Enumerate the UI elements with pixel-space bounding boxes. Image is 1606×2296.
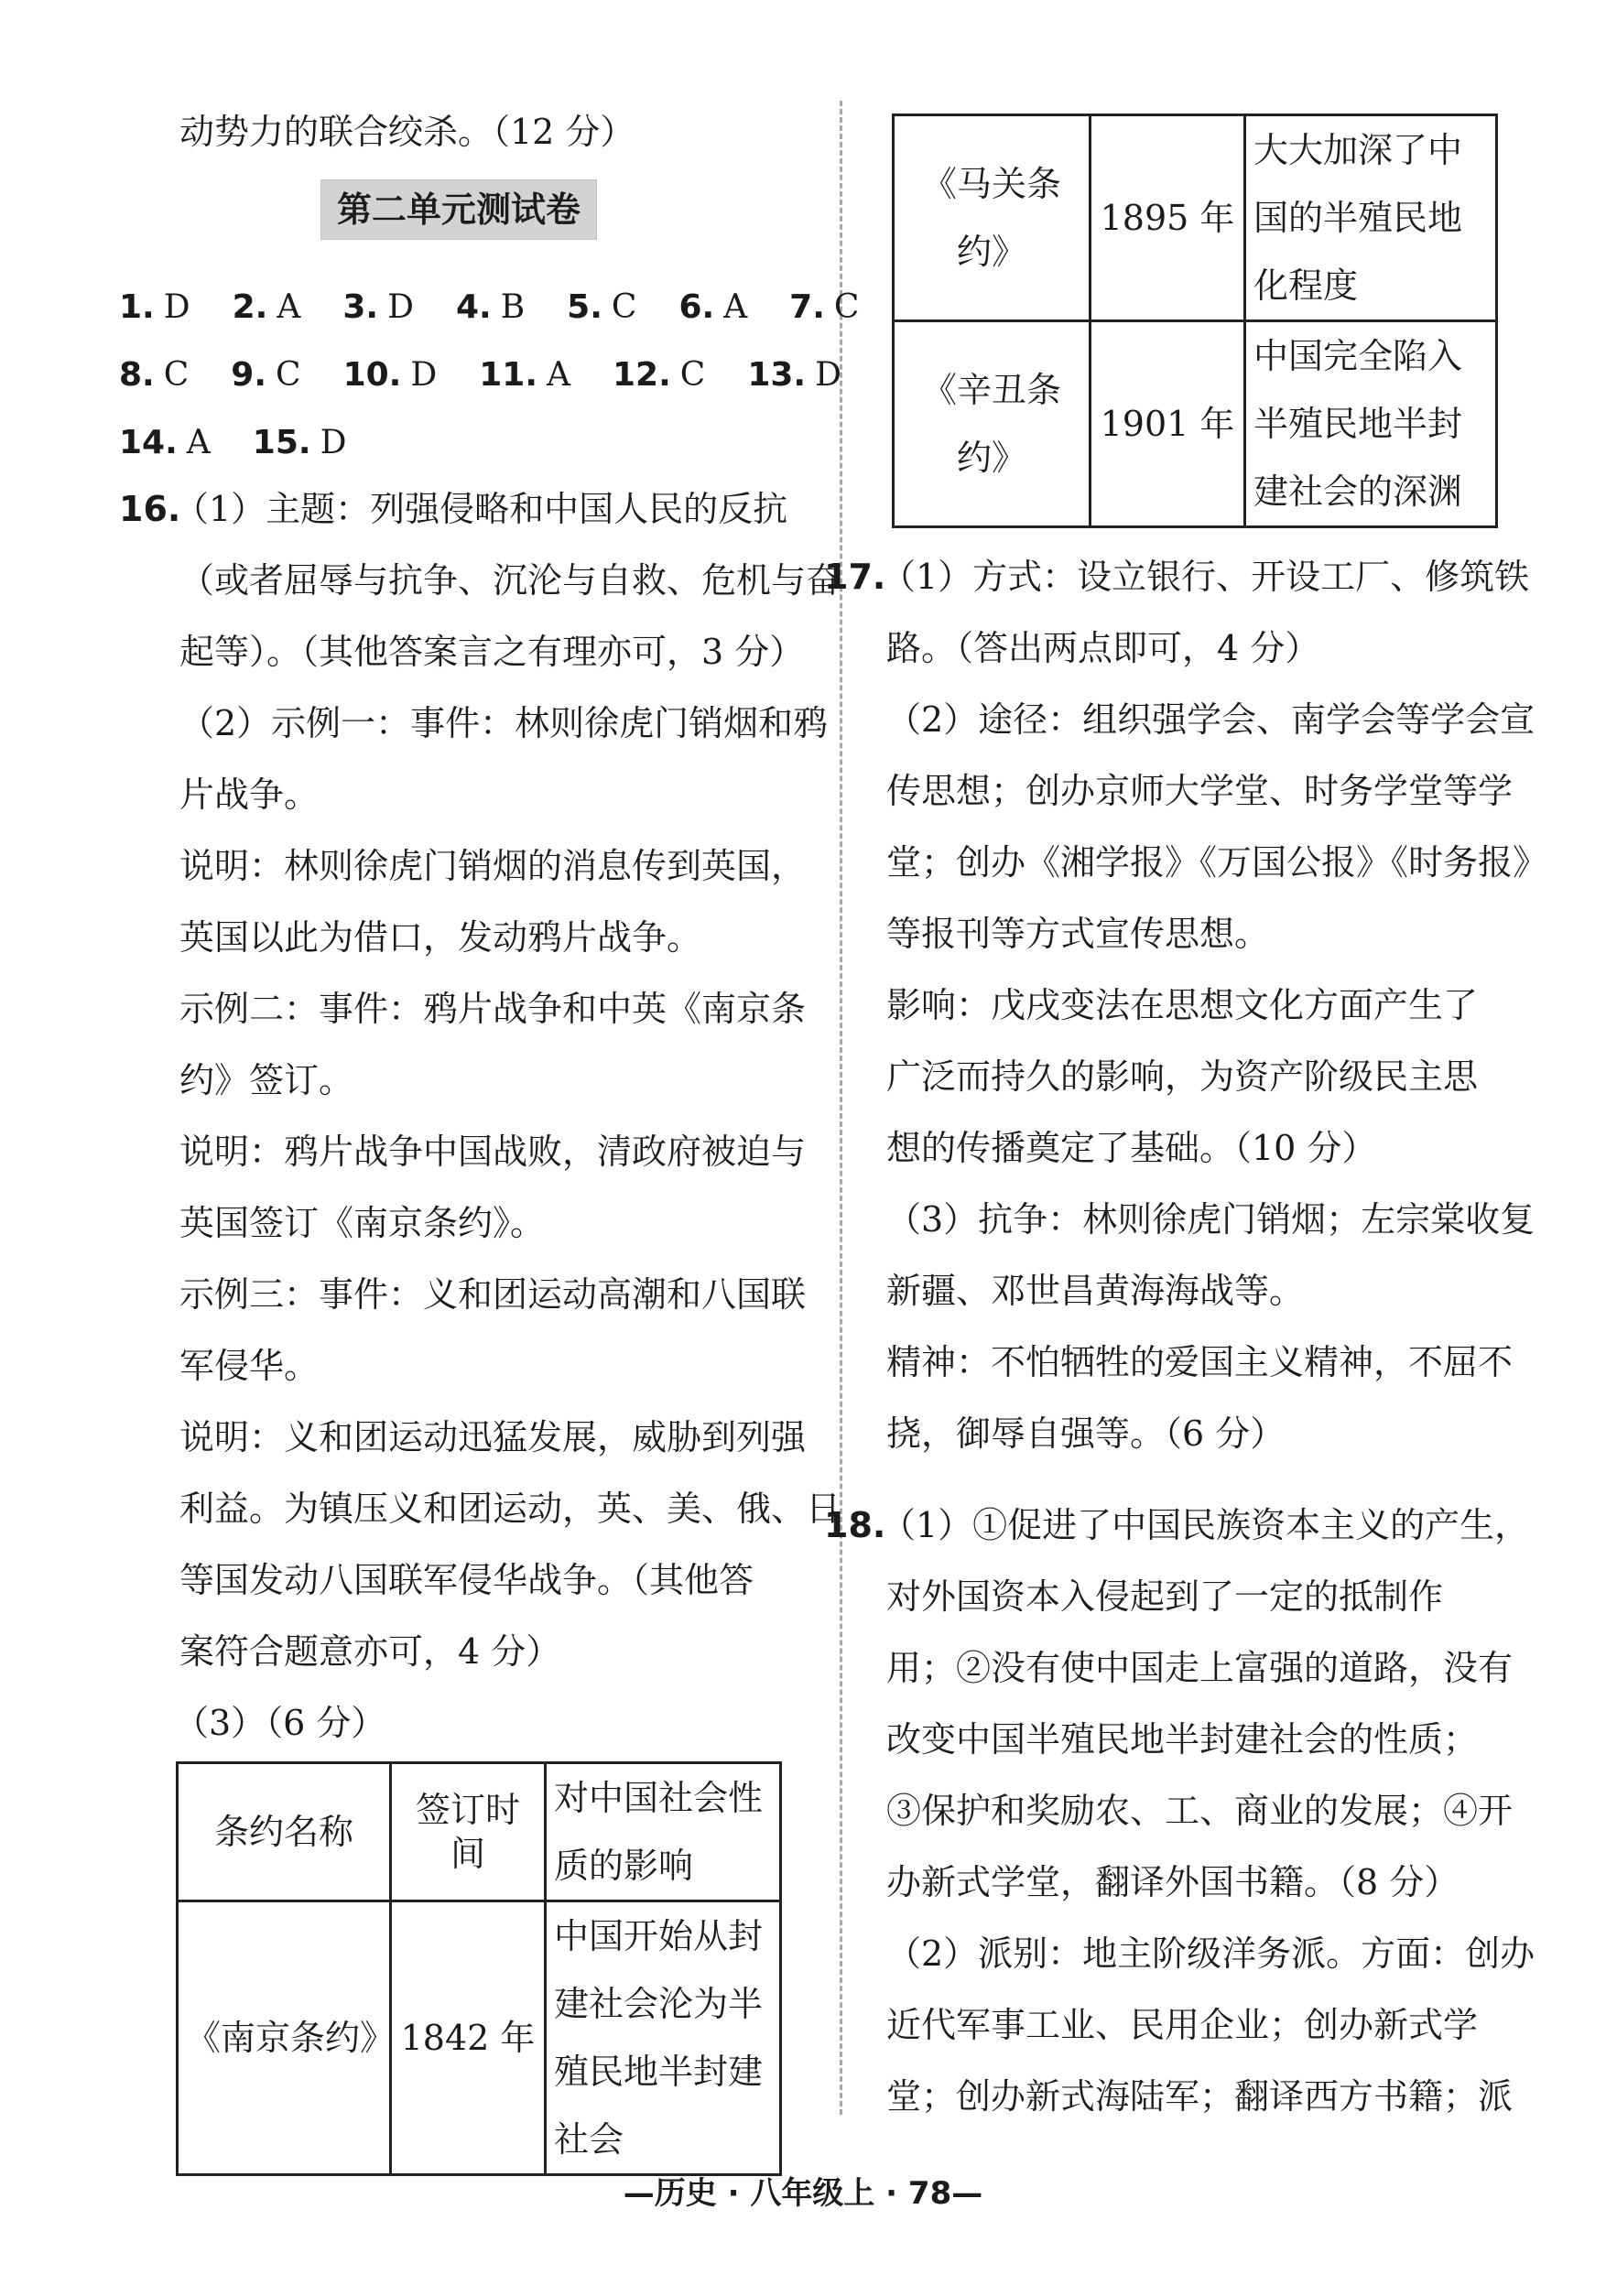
- q18-line: （2）派别：地主阶级洋务派。方面：创办: [886, 1933, 1535, 1974]
- answer-item: 12. C: [613, 356, 706, 394]
- q16-line: 说明：义和团运动迅猛发展，威胁到列强: [179, 1417, 807, 1457]
- treaty-year: 1842 年: [391, 1901, 546, 2175]
- table-header-cell: 条约名称: [178, 1763, 391, 1901]
- q18-line: 办新式学堂，翻译外国书籍。（8 分）: [886, 1862, 1460, 1902]
- treaty-year: 1895 年: [1091, 115, 1245, 321]
- q17-line: 堂；创办《湘学报》《万国公报》《时务报》: [886, 842, 1548, 883]
- q18-line: ③保护和奖励农、工、商业的发展；④开: [886, 1791, 1514, 1831]
- q16-line: 说明：林则徐虎门销烟的消息传到英国，: [179, 846, 807, 886]
- q16-line: 军侵华。: [179, 1346, 320, 1386]
- answer-item: 14. A: [119, 424, 211, 461]
- q18-line: （1）①促进了中国民族资本主义的产生，: [881, 1505, 1530, 1545]
- q17-line: 广泛而持久的影响，为资产阶级民主思: [886, 1056, 1479, 1097]
- q16-line: 示例二：事件：鸦片战争和中英《南京条: [179, 989, 807, 1029]
- answer-item: 3. D: [342, 288, 414, 326]
- column-divider: [840, 101, 842, 2115]
- q18-number: 18.: [824, 1505, 886, 1545]
- answers-row-1: [119, 284, 901, 331]
- answer-item: 10. D: [342, 356, 438, 394]
- treaty-name: 《马关条约》: [894, 115, 1091, 321]
- treaty-name: 《南京条约》: [178, 1901, 391, 2175]
- answer-item: 6. A: [678, 288, 748, 326]
- answer-item: 4. B: [455, 288, 526, 326]
- impact-line: 化程度: [1253, 265, 1359, 306]
- table-header-cell: [546, 1763, 781, 1901]
- q17-line: 传思想；创办京师大学堂、时务学堂等学: [886, 771, 1514, 811]
- q18-line: 近代军事工业、民用企业；创办新式学: [886, 2005, 1479, 2045]
- answers-row-2: [119, 352, 884, 399]
- answer-item: 13. D: [747, 356, 841, 394]
- impact-line: 中国完全陷入: [1253, 336, 1463, 376]
- treaty-name: 《辛丑条约》: [894, 321, 1091, 527]
- q16-line: 片战争。: [179, 774, 320, 815]
- treaty-table-left: [176, 1761, 782, 2176]
- answer-item: 5. C: [567, 288, 637, 326]
- q17-line: （2）途径：组织强学会、南学会等学会宣: [886, 699, 1535, 740]
- answer-item: 7. C: [789, 288, 860, 326]
- q18-line: 用；②没有使中国走上富强的道路，没有: [886, 1648, 1514, 1688]
- answer-item: 9. C: [231, 356, 301, 394]
- answer-item: 15. D: [252, 424, 347, 461]
- q17-line: （1）方式：设立银行、开设工厂、修筑铁: [881, 557, 1530, 597]
- header-line: 质的影响: [554, 1846, 694, 1886]
- q17-line: （3）抗争：林则徐虎门销烟；左宗棠收复: [886, 1199, 1535, 1240]
- treaty-impact: [1245, 115, 1497, 321]
- q16-line: 案符合题意亦可，4 分）: [179, 1631, 561, 1672]
- q16-line: （3）（6 分）: [174, 1703, 386, 1743]
- answers-row-3: [119, 419, 388, 467]
- q17-line: 等报刊等方式宣传思想。: [886, 914, 1270, 954]
- answer-item: 2. A: [232, 288, 301, 326]
- top-line: 动势力的联合绞杀。（12 分）: [179, 112, 635, 152]
- treaty-table-right: [892, 114, 1498, 528]
- header-line: 对中国社会性: [554, 1778, 764, 1818]
- treaty-impact: [546, 1901, 781, 2175]
- table-header-cell: 签订时间: [391, 1763, 546, 1901]
- q16-line: 英国签订《南京条约》。: [179, 1203, 546, 1243]
- q16-line: 利益。为镇压义和团运动，英、美、俄、日: [179, 1489, 841, 1529]
- q16-line: 起等）。（其他答案言之有理亦可，3 分）: [179, 632, 805, 672]
- table-row: [178, 1901, 781, 2175]
- q17-line: 精神：不怕牺牲的爱国主义精神，不屈不: [886, 1342, 1514, 1382]
- q17-line: 路。（答出两点即可，4 分）: [886, 628, 1320, 668]
- impact-line: 国的半殖民地: [1253, 198, 1463, 238]
- q17-line: 影响：戊戌变法在思想文化方面产生了: [886, 985, 1479, 1025]
- impact-line: 社会: [554, 2119, 624, 2160]
- answer-item: 1. D: [119, 288, 190, 326]
- q16-line: （2）示例一：事件：林则徐虎门销烟和鸦: [179, 703, 829, 743]
- impact-line: 大大加深了中: [1253, 130, 1463, 170]
- q16-line: （或者屈辱与抗争、沉沦与自救、危机与奋: [179, 560, 841, 601]
- q16-line: （1）主题：列强侵略和中国人民的反抗: [174, 489, 788, 529]
- q16-line: 英国以此为借口，发动鸦片战争。: [179, 917, 702, 958]
- impact-line: 中国开始从封: [554, 1916, 764, 1956]
- answer-item: 8. C: [119, 356, 190, 394]
- q16-number: 16.: [119, 489, 181, 529]
- q17-line: 想的传播奠定了基础。（10 分）: [886, 1128, 1377, 1168]
- treaty-year: 1901 年: [1091, 321, 1245, 527]
- page-footer: —历史 · 八年级上 · 78—: [623, 2175, 983, 2212]
- q18-line: 改变中国半殖民地半封建社会的性质；: [886, 1719, 1479, 1760]
- q16-line: 说明：鸦片战争中国战败，清政府被迫与: [179, 1132, 807, 1172]
- table-row: [894, 115, 1497, 321]
- section-title: 第二单元测试卷: [320, 179, 597, 240]
- treaty-impact: [1245, 321, 1497, 527]
- impact-line: 建社会的深渊: [1253, 471, 1463, 512]
- impact-line: 殖民地半封建: [554, 2052, 764, 2092]
- q16-line: 约》签订。: [179, 1060, 354, 1100]
- q17-line: 新疆、邓世昌黄海海战等。: [886, 1271, 1305, 1311]
- q17-line: 挠，御辱自强等。（6 分）: [886, 1413, 1286, 1454]
- q18-line: 对外国资本入侵起到了一定的抵制作: [886, 1576, 1444, 1617]
- answer-item: 11. A: [479, 356, 570, 394]
- table-row: [894, 321, 1497, 527]
- impact-line: 建社会沦为半: [554, 1984, 764, 2024]
- table-header-row: [178, 1763, 781, 1901]
- q17-number: 17.: [824, 557, 886, 597]
- impact-line: 半殖民地半封: [1253, 404, 1463, 444]
- q16-line: 示例三：事件：义和团运动高潮和八国联: [179, 1274, 807, 1315]
- q18-line: 堂；创办新式海陆军；翻译西方书籍；派: [886, 2076, 1514, 2117]
- q16-line: 等国发动八国联军侵华战争。（其他答: [179, 1560, 754, 1600]
